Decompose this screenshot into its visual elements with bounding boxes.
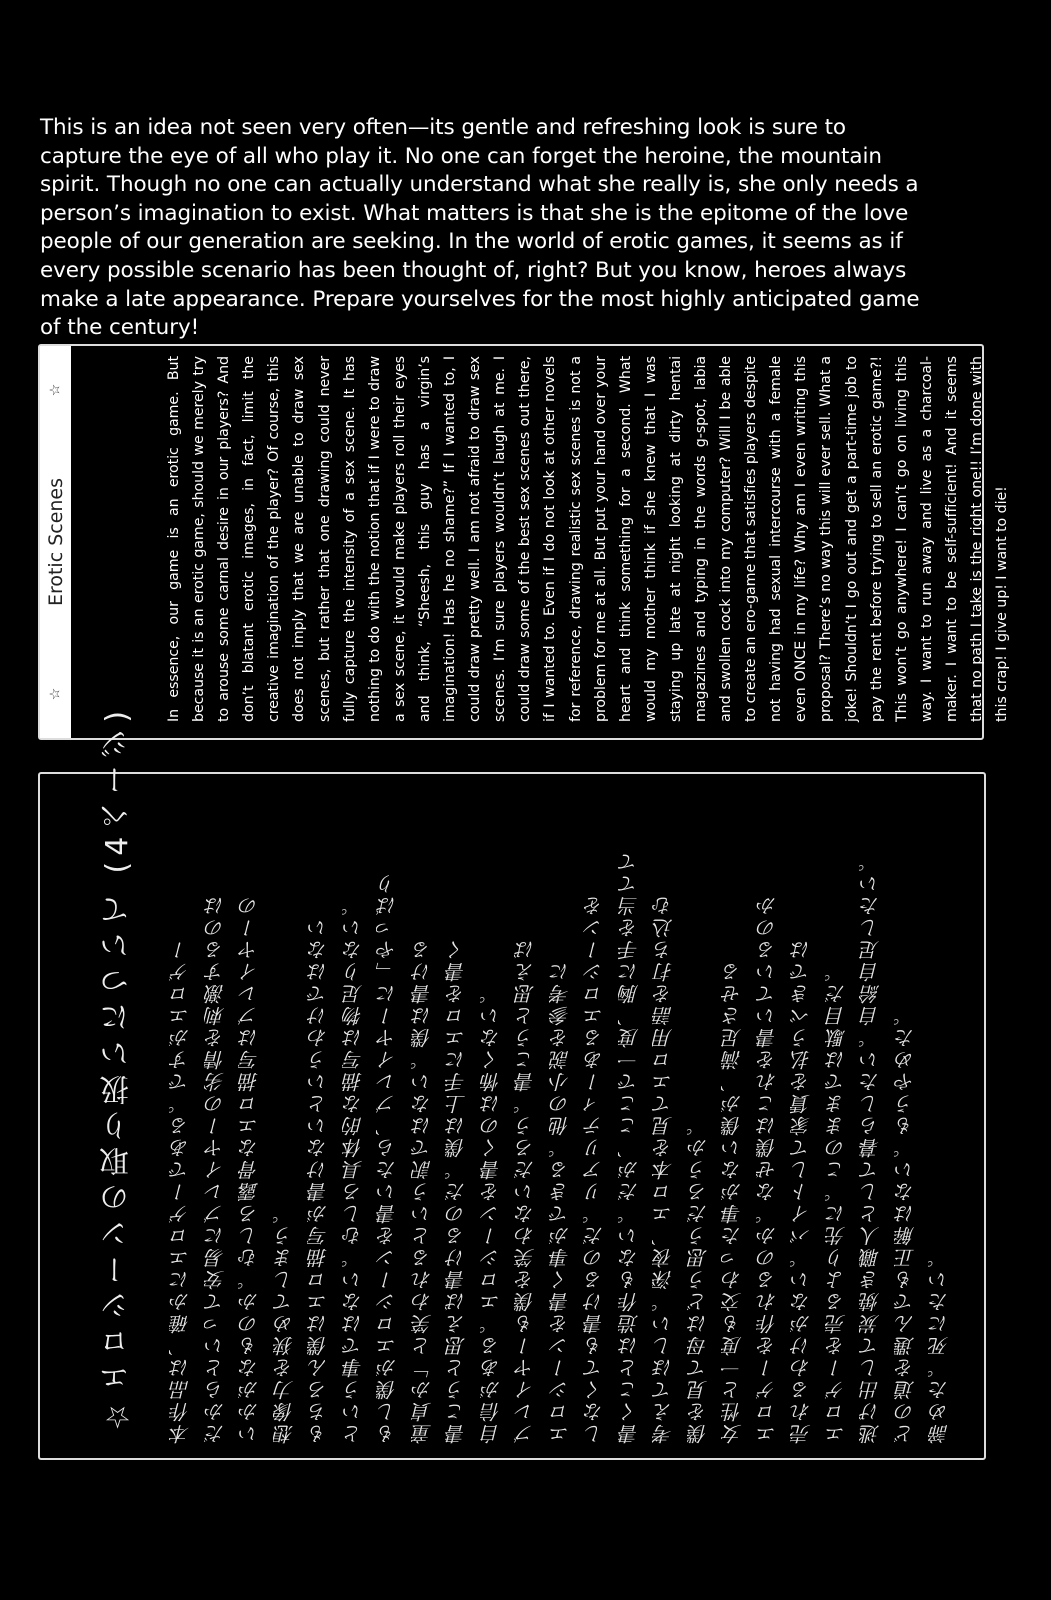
manuscript-heading: ☆エロシーンの取り扱いについて (4ページ) — [100, 704, 135, 1434]
manuscript-line: 想像力を狭めてしまう。 — [272, 1202, 297, 1444]
manuscript-line: もちろん僕はエロ描写が書けないというわけではない — [307, 916, 331, 1444]
manuscript-line: プレイヤーも僕を笑わないだろう。書こうと思えば — [514, 938, 538, 1444]
manuscript-line: いかがなものか。むしろ露骨なエロ描写はプレイヤーの — [238, 894, 262, 1444]
manuscript-line: という事ではない。むしろ具体的な描写は物足りない。 — [341, 894, 366, 1444]
manuscript-line: エロゲーを作れるのか。なぜ僕はこれを書いているのか — [755, 894, 780, 1444]
erotic-scenes-panel — [38, 344, 1011, 740]
handwritten-manuscript — [38, 704, 986, 1460]
manuscript-line: 逃げ出して炭焼き職人として暮らしたい。自給自足したい。 — [859, 850, 883, 1444]
section-tab — [40, 346, 71, 738]
manuscript-line: 僕を見て母はどう思うだろうか。 — [686, 1114, 711, 1444]
manuscript-line: エロゲーを売るより先に。このままでは駄目だ。 — [824, 960, 849, 1444]
essay-text: In essence, our game is an erotic game. But because it is an erotic game, should we merely try to arouse some carnal desire in our players? And don’t blatant erotic images, in fact, limit the creative imagination of the player? Of course, this does not imply that we are unable to draw sex scenes, but rather that one drawing could never fully capture the intensity of a sex scene. It has nothing to do with the notion that if I were to draw a sex scene, it would make players roll their eyes and think, “Sheesh, this guy has a virgin’s imagination! Has he no shame?” If I wanted to, I could draw pretty well. I am not afraid to draw sex scenes. I’m sure players wouldn’t laugh at me. I could draw some of the best sex scenes out there, if I wanted to. Even if I do not look at other novels for reference, drawing realistic sex scenes is not a problem for me at all. But put your hand over your heart and think something for a second. What would my mother think if she knew that I was staying up late at night looking at dirty hentai magazines and typing in the words g-spot, labia and swollen cock into my computer? Will I be able to create an ero-game that satisfies players despite not having had sexual intercourse with a female even ONCE in my life? Why am I even writing this proposal? There’s no way this will ever sell. What a joke! Shouldn’t I go out and get a part-time job to pay the rent before trying to sell an erotic game?! This won’t go anywhere! I can’t go on living this way. I want to run away and live as a charcoal-maker. I want to be self-sufficient! And it seems that no path I take is the right one!! I’m done with this crap! I give up! I want to die! — [166, 356, 1011, 722]
manuscript-line: 本作品は、確かにエロゲーである。ですがエロゲー — [169, 938, 193, 1444]
manuscript-line: だからといって安易にプレイヤーの劣情を刺激するのは — [203, 894, 228, 1444]
manuscript-line: 童貞か」と笑われるという訳ではない。僕は書ける — [410, 938, 435, 1444]
section-title: Erotic Scenes — [44, 477, 67, 607]
manuscript-lines — [166, 804, 966, 1444]
essay-container — [156, 346, 1011, 738]
manuscript-line: エロシーンを書く事ができる。他の小説を参考に — [548, 960, 573, 1444]
manuscript-line: 考えてほしい。深夜、エロ本を見てエロ用語を打ち込む — [652, 894, 676, 1444]
star-icon: ☆ — [47, 383, 64, 397]
intro-paragraph: This is an idea not seen very often—its gentle and refreshing look is sure to capture the eye of all who play it. No one can forget the heroine, the mountain spirit. Though no one can actually understand what she really is, she only needs a person’s imagination to exist. What matters is that she is the epitome of the love people of our generation are seeking. In the world of erotic games, it seems as if every possible scenario has been thought of, right? But you know, heroes always make a late appearance. Prepare yourselves for the most highly anticipated game of the century! — [40, 115, 920, 341]
manuscript-line: どの道を選んでも正解はない。もうやめた。 — [893, 1004, 918, 1444]
manuscript-line: しなくても書けるのだ。リアリティーあるエロシーンを — [583, 894, 607, 1444]
manuscript-line: 女性と一度も交わった事がない僕が、満足させる — [721, 960, 745, 1444]
manuscript-line: 書くことは造作もない。だが、ここで一度、胸に手を当てて — [617, 850, 642, 1444]
manuscript-line: 諦めた。死にたい。 — [928, 1246, 952, 1444]
manuscript-line: 書こうと思えば書けるのだ。僕は上手にエロを書く — [445, 938, 469, 1444]
manuscript-line: 売れるわけがない。バイトして家賃を払うべきでは — [790, 938, 814, 1444]
manuscript-line: 自信がある。エロシーンを書くのは怖くない。 — [479, 982, 504, 1444]
star-icon: ☆ — [47, 687, 64, 701]
manuscript-line: もし僕がエロシーンを書いたら、プレイヤーに「やっぱり — [376, 872, 400, 1444]
